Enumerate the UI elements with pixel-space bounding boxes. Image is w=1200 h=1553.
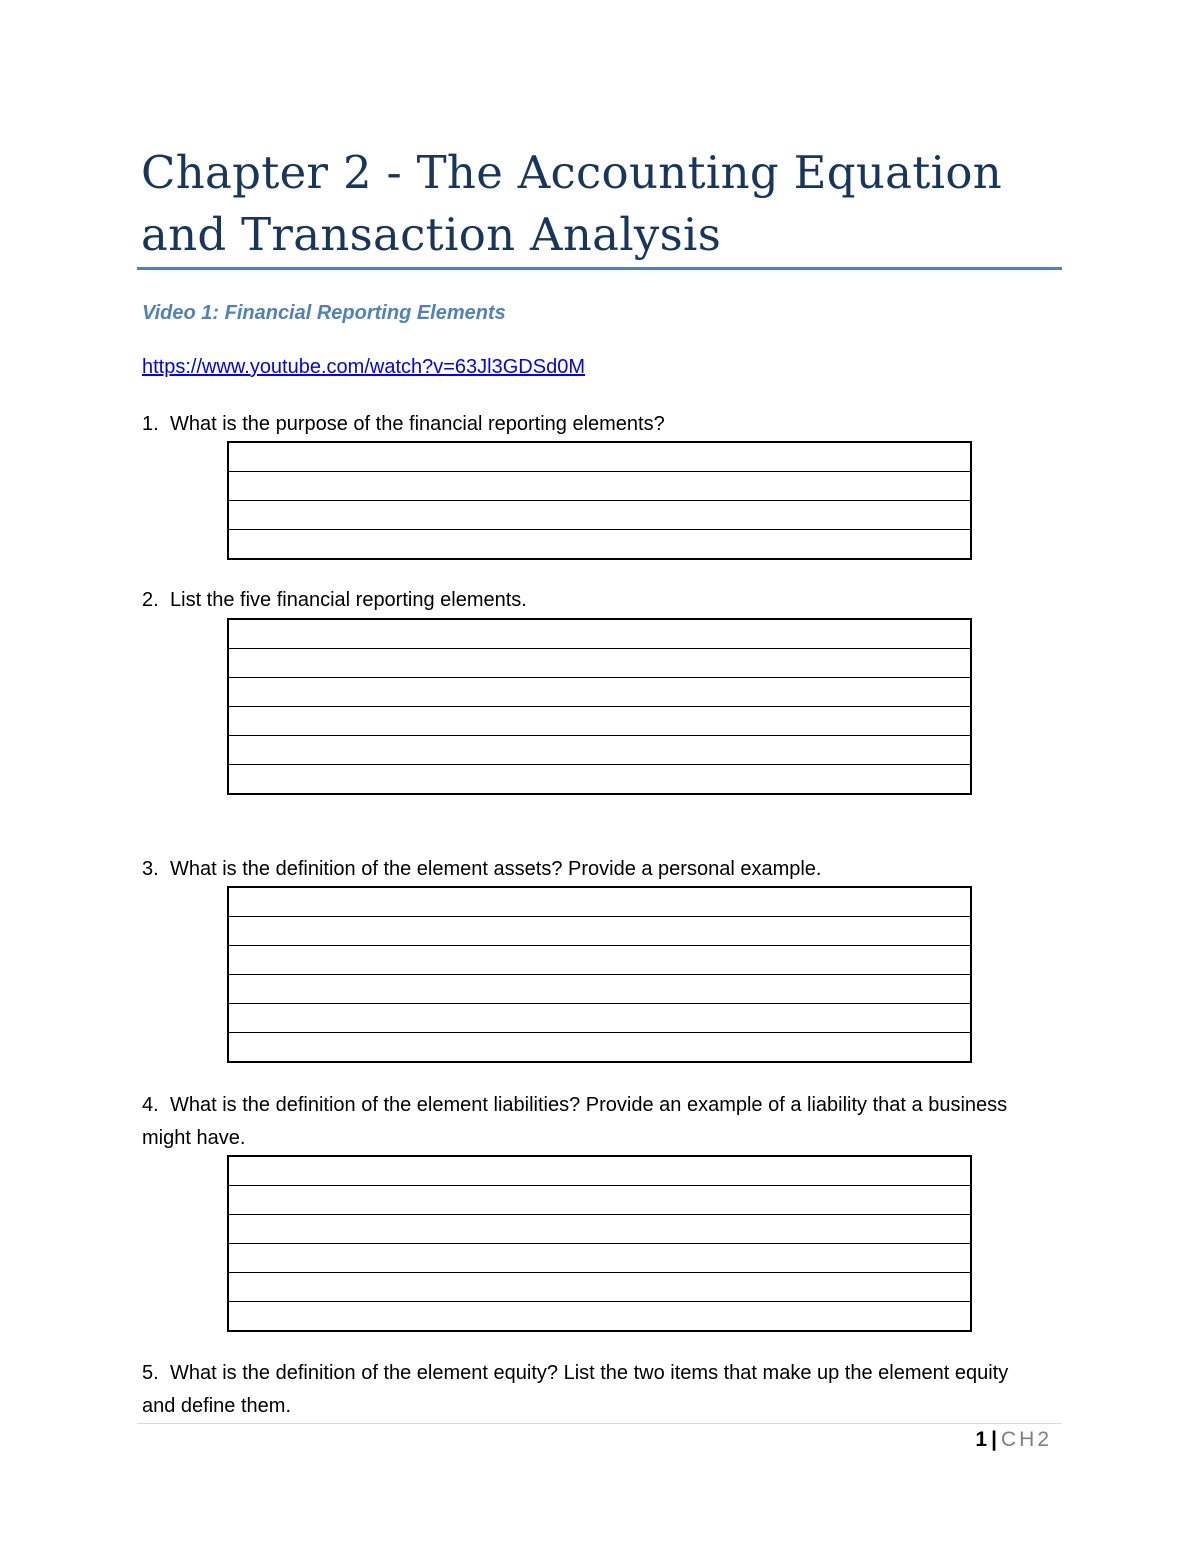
answer-line[interactable] [229,888,970,917]
answer-line[interactable] [229,707,970,736]
question-number: 3. [142,858,159,880]
chapter-label: CH2 [1000,1428,1052,1451]
answer-line[interactable] [229,443,970,472]
question-text: What is the definition of the element assets? Provide a personal example. [170,858,822,880]
answer-box-4[interactable] [227,1155,972,1332]
answer-line[interactable] [229,975,970,1004]
answer-line[interactable] [229,620,970,649]
question-text: What is the definition of the element equity? List the two items that make up the element equity and define them. [142,1362,1009,1417]
page-footer [975,1428,1052,1452]
answer-line[interactable] [229,678,970,707]
title-underline [137,267,1062,270]
answer-line[interactable] [229,1186,970,1215]
question-text: What is the purpose of the financial reporting elements? [170,413,665,435]
answer-line[interactable] [229,1157,970,1186]
question-3 [142,853,1042,886]
answer-line[interactable] [229,649,970,678]
question-number: 2. [142,589,159,611]
question-text: What is the definition of the element liabilities? Provide an example of a liability that a business might have. [142,1094,1008,1149]
answer-line[interactable] [229,1033,970,1061]
video-link[interactable]: https://www.youtube.com/watch?v=63Jl3GDSd0M [142,356,585,378]
question-2 [142,584,1042,617]
answer-line[interactable] [229,917,970,946]
answer-line[interactable] [229,1302,970,1330]
question-4 [142,1089,1042,1155]
question-number: 4. [142,1094,159,1116]
question-number: 5. [142,1362,159,1384]
answer-line[interactable] [229,946,970,975]
answer-line[interactable] [229,530,970,558]
answer-line[interactable] [229,501,970,530]
question-text: List the five financial reporting elements. [170,589,527,611]
answer-line[interactable] [229,1004,970,1033]
answer-line[interactable] [229,736,970,765]
question-1 [142,408,1042,441]
answer-line[interactable] [229,1244,970,1273]
footer-separator: | [991,1428,997,1451]
answer-line[interactable] [229,765,970,793]
answer-line[interactable] [229,472,970,501]
answer-line[interactable] [229,1215,970,1244]
question-5 [142,1357,1042,1423]
document-title: Chapter 2 - The Accounting Equation and Transaction Analysis [141,146,1002,261]
video-heading: Video 1: Financial Reporting Elements [142,302,506,324]
answer-box-2[interactable] [227,618,972,795]
answer-box-3[interactable] [227,886,972,1063]
page-number: 1 [975,1428,988,1451]
question-number: 1. [142,413,159,435]
footer-rule [137,1423,1062,1424]
answer-line[interactable] [229,1273,970,1302]
answer-box-1[interactable] [227,441,972,560]
